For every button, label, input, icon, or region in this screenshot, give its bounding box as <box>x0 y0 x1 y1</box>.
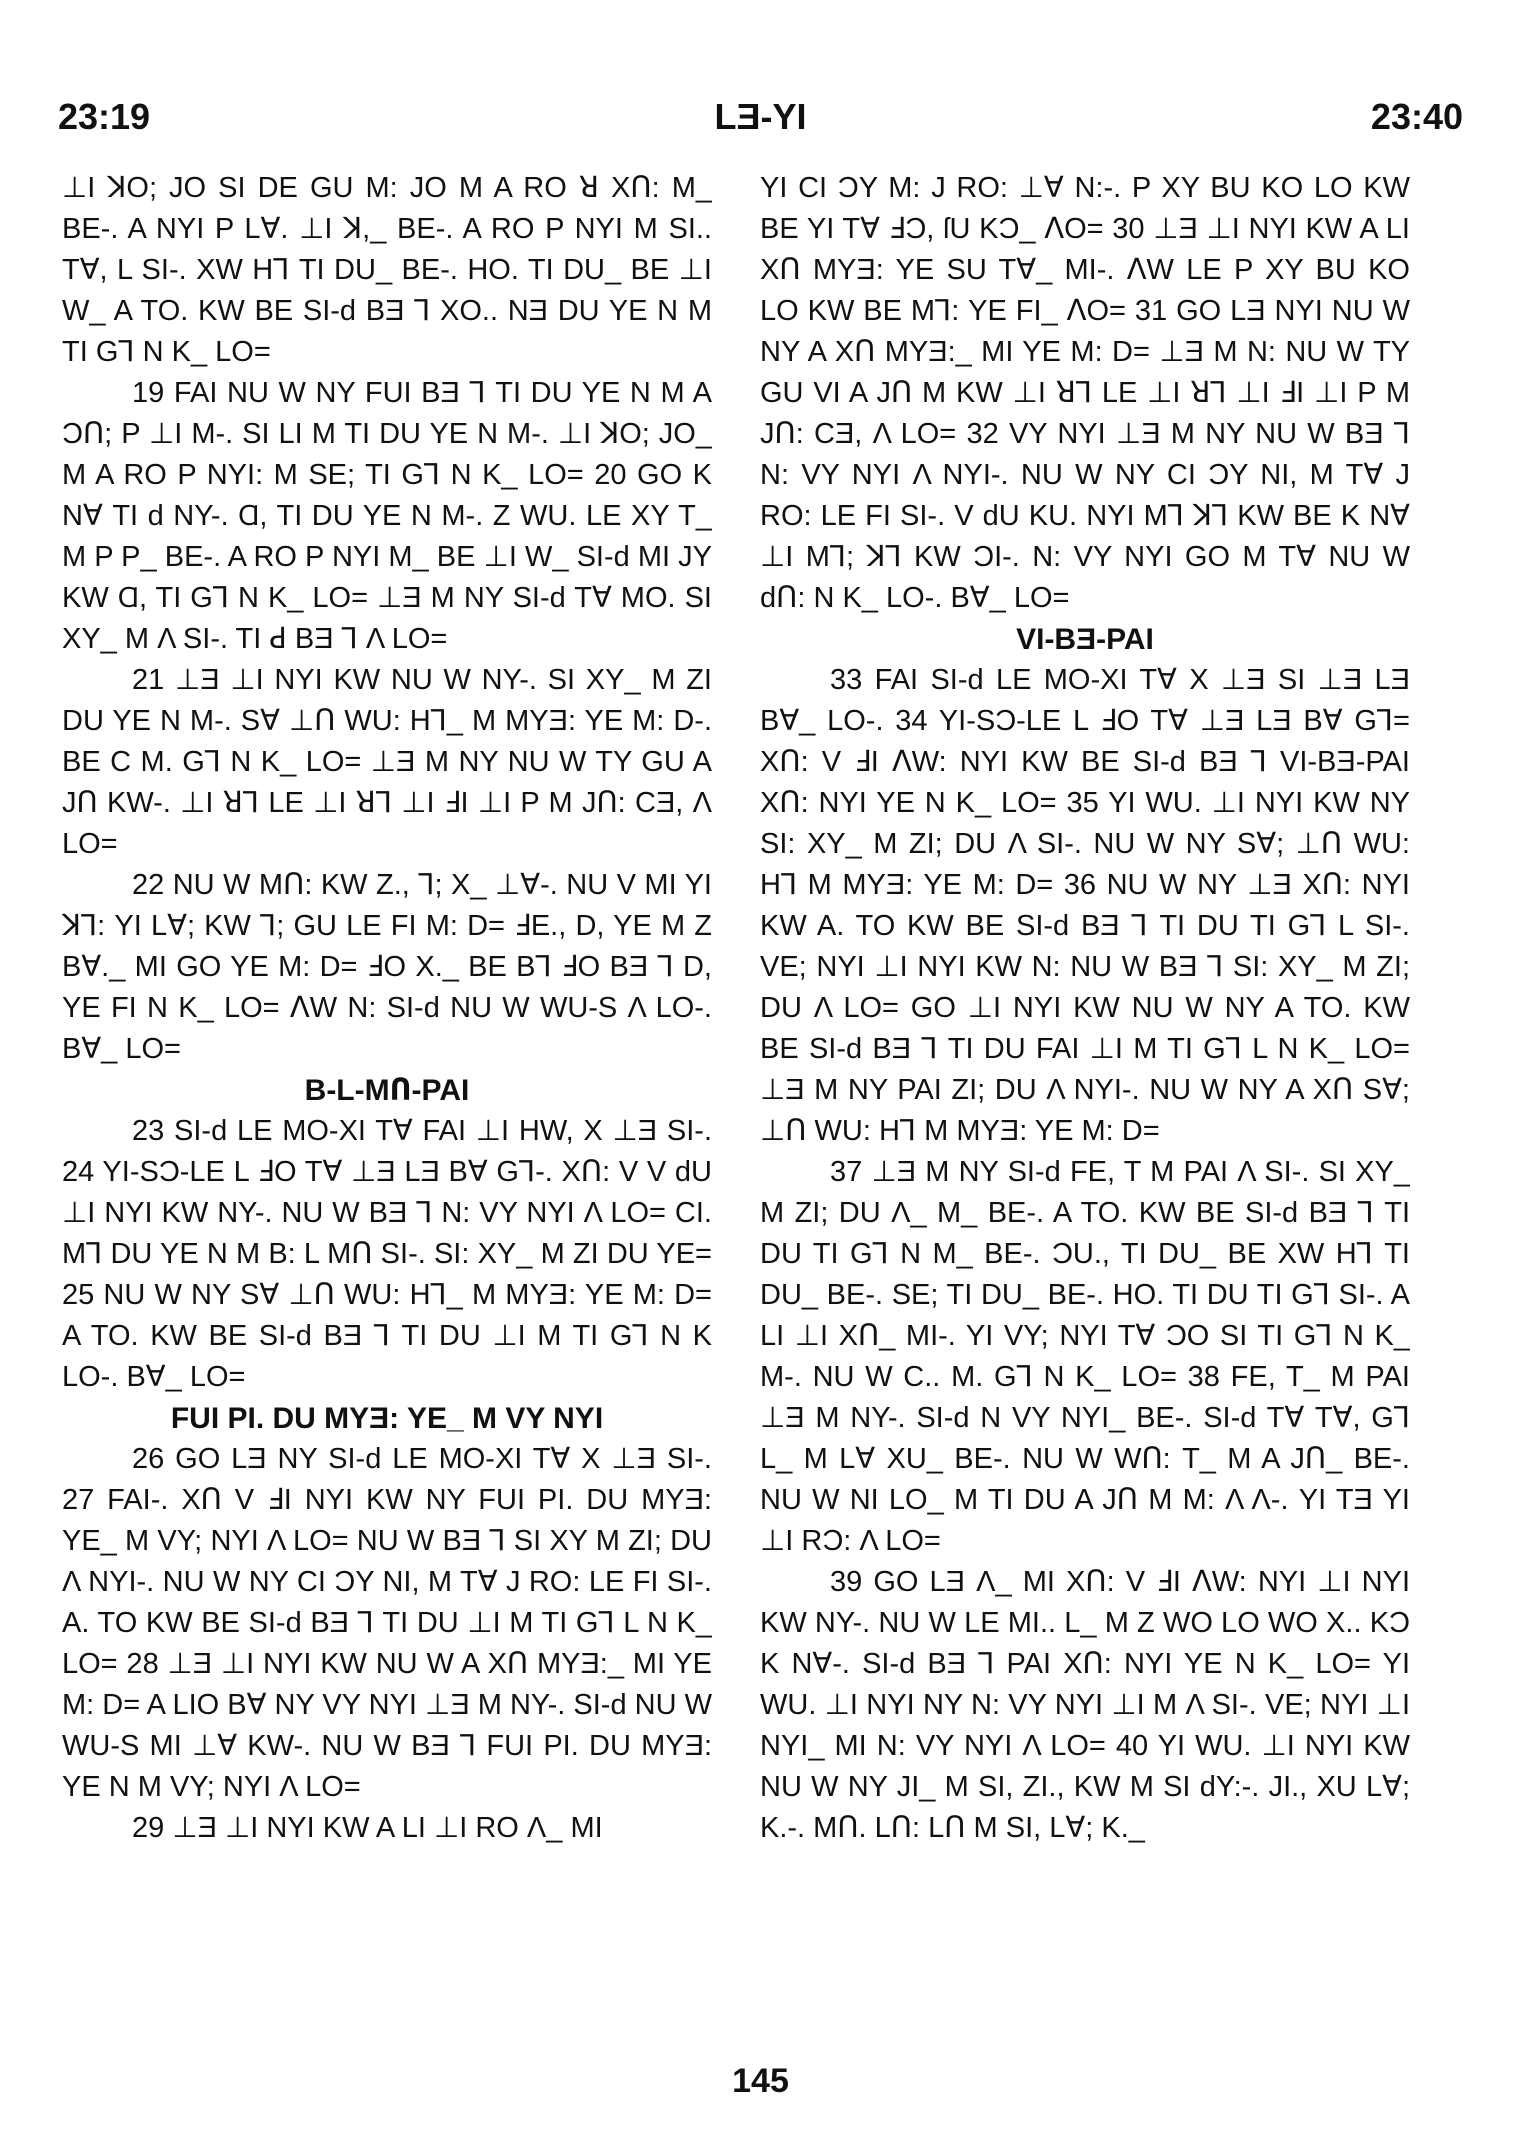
running-header <box>58 96 1463 146</box>
text-paragraph: YI CI ƆY M: J RO: ⊥ꓯ N:-. P XY BU KO LO KW BE YI Tꓯ ꓞƆ, ſU KƆ_ ꓥO= 30 ⊥Ǝ ⊥I NYI KW A LI XՈ MYƎ: YE SU Tꓯ_ MI-. ꓥW LE P XY BU KO LO KW BE Mꓶ: YE FI_ ꓥO= 31 GO LƎ NYI NU W NY A XՈ MYƎ:_ MI YE M: D= ⊥Ǝ M N: NU W TY GU VI A JՈ M KW ⊥I ꓤꓶ LE ⊥I ꓤꓶ ⊥I ꓞI ⊥I P M JՈ: CƎ, Λ LO= 32 VY NYI ⊥Ǝ M NY NU W BƎ ꓶ N: VY NYI Λ NYI-. NU W NY CI ƆY NI, M Tꓯ J RO: LE FI SI-. V dU KU. NYI Mꓶ ꓘꓶ KW BE K Nꓯ ⊥I Mꓶ; ꓘꓶ KW ƆI-. N: VY NYI GO M Tꓯ NU W dՈ: N K_ LO-. Bꓯ_ LO= <box>760 172 1410 614</box>
text-paragraph: ⊥I ꓘO; JO SI DE GU M: JO M A RO ꓤ XՈ: M_ BE-. A NYI P Lꓯ. ⊥I ꓘ,_ BE-. A RO P NYI M SI.. Tꓯ, L SI-. XW Hꓶ TI DU_ BE-. HO. TI DU_ BE ⊥I W_ A TO. KW BE SI-d BƎ ꓶ XO.. NƎ DU YE N M TI Gꓶ N K_ LO= <box>62 172 712 368</box>
text-paragraph: 39 GO LƎ Λ_ MI XՈ: V ꓞI ꓥW: NYI ⊥I NYI KW NY-. NU W LE MI.. L_ M Z WO LO WO X.. KƆ K Nꓯ-. SI-d BƎ ꓶ PAI XՈ: NYI YE N K_ LO= YI WU. ⊥I NYI NY N: VY NYI ⊥I M Λ SI-. VE; NYI ⊥I NYI_ MI N: VY NYI Λ LO= 40 YI WU. ⊥I NYI KW NU W NY JI_ M SI, ZI., KW M SI dY:-. JI., XU Lꓯ; K.-. MՈ. LՈ: LՈ M SI, Lꓯ; K._ <box>760 1566 1410 1844</box>
text-paragraph: 23 SI-d LE MO-XI Tꓯ FAI ⊥I HW, X ⊥Ǝ SI-. 24 YI-SƆ-LE L ꓞO Tꓯ ⊥Ǝ LƎ Bꓯ Gꓶ-. XՈ: V V dU ⊥I NYI KW NY-. NU W BƎ ꓶ N: VY NYI Λ LO= CI. Mꓶ DU YE N M B: L MՈ SI-. SI: XY_ M ZI DU YE= 25 NU W NY Sꓯ ⊥Ո WU: Hꓶ_ M MYƎ: YE M: D= A TO. KW BE SI-d BƎ ꓶ TI DU ⊥I M TI Gꓶ N K LO-. Bꓯ_ LO= <box>62 1115 712 1393</box>
section-heading: FUI PI. DU MYƎ: YE_ M VY NYI <box>170 1402 604 1435</box>
section-heading: B-L-MՈ-PAI <box>304 1074 470 1107</box>
text-paragraph: 37 ⊥Ǝ M NY SI-d FE, T M PAI Λ SI-. SI XY_ M ZI; DU Λ_ M_ BE-. A TO. KW BE SI-d BƎ ꓶ TI DU TI Gꓶ N M_ BE-. ƆU., TI DU_ BE XW Hꓶ TI DU_ BE-. SE; TI DU_ BE-. HO. TI DU TI Gꓶ SI-. A LI ⊥I XՈ_ MI-. YI VY; NYI Tꓯ ƆO SI TI Gꓶ N K_ M-. NU W C.. M. Gꓶ N K_ LO= 38 FE, T_ M PAI ⊥Ǝ M NY-. SI-d N VY NYI_ BE-. SI-d Tꓯ Tꓯ, Gꓶ L_ M Lꓯ XU_ BE-. NU W WՈ: T_ M A JՈ_ BE-. NU W NI LO_ M TI DU A JՈ M M: Λ Λ-. YI TƎ YI ⊥I RƆ: Λ LO= <box>760 1156 1410 1557</box>
text-paragraph: 19 FAI NU W NY FUI BƎ ꓶ TI DU YE N M A ƆՈ; P ⊥I M-. SI LI M TI DU YE N M-. ⊥I ꓘO; JO_ M A RO P NYI: M SE; TI Gꓶ N K_ LO= 20 GO K Nꓯ TI d NY-. Ɑ, TI DU YE N M-. Z WU. LE XY T_ M P P_ BE-. A RO P NYI M_ BE ⊥I W_ SI-d MI JY KW Ɑ, TI Gꓶ N K_ LO= ⊥Ǝ M NY SI-d Tꓯ MO. SI XY_ M Λ SI-. TI ꓒ BƎ ꓶ Λ LO= <box>62 377 712 655</box>
text-paragraph: 26 GO LƎ NY SI-d LE MO-XI Tꓯ X ⊥Ǝ SI-. 27 FAI-. XՈ V ꓞI NYI KW NY FUI PI. DU MYƎ: YE_ M VY; NYI Λ LO= NU W BƎ ꓶ SI XY M ZI; DU Λ NYI-. NU W NY CI ƆY NI, M Tꓯ J RO: LE FI SI-. A. TO KW BE SI-d BƎ ꓶ TI DU ⊥I M TI Gꓶ L N K_ LO= 28 ⊥Ǝ ⊥I NYI KW NU W A XՈ MYƎ:_ MI YE M: D= A LIO Bꓯ NY VY NYI ⊥Ǝ M NY-. SI-d NU W WU-S MI ⊥ꓯ KW-. NU W BƎ ꓶ FUI PI. DU MYƎ: YE N M VY; NYI Λ LO= <box>62 1443 712 1803</box>
page-number: 145 <box>732 2062 789 2100</box>
text-paragraph: 22 NU W MՈ: KW Z., ꓶ; X_ ⊥ꓯ-. NU V MI YI ꓘꓶ: YI Lꓯ; KW ꓶ; GU LE FI M: D= ꓞE., D, YE M Z Bꓯ._ MI GO YE M: D= ꓞO X._ BE Bꓶ ꓞO BƎ ꓶ D, YE FI N K_ LO= ꓥW N: SI-d NU W WU-S Λ LO-. Bꓯ_ LO= <box>62 869 712 1065</box>
left-text-column <box>62 168 712 2028</box>
text-paragraph: 29 ⊥Ǝ ⊥I NYI KW A LI ⊥I RO Λ_ MI <box>132 1812 603 1844</box>
header-left-reference: 23:19 <box>58 96 151 137</box>
header-book-title: LƎ-YI <box>714 96 807 137</box>
right-text-column <box>760 168 1410 2028</box>
text-paragraph: 21 ⊥Ǝ ⊥I NYI KW NU W NY-. SI XY_ M ZI DU YE N M-. Sꓯ ⊥Ո WU: Hꓶ_ M MYƎ: YE M: D-. BE C M. Gꓶ N K_ LO= ⊥Ǝ M NY NU W TY GU A JՈ KW-. ⊥I ꓤꓶ LE ⊥I ꓤꓶ ⊥I ꓞI ⊥I P M JՈ: CƎ, Λ LO= <box>62 664 712 860</box>
section-heading: VI-BƎ-PAI <box>1016 623 1154 656</box>
text-paragraph: 33 FAI SI-d LE MO-XI Tꓯ X ⊥Ǝ SI ⊥Ǝ LƎ Bꓯ_ LO-. 34 YI-SƆ-LE L ꓞO Tꓯ ⊥Ǝ LƎ Bꓯ Gꓶ= XՈ: V ꓞI ꓥW: NYI KW BE SI-d BƎ ꓶ VI-BƎ-PAI XՈ: NYI YE N K_ LO= 35 YI WU. ⊥I NYI KW NY SI: XY_ M ZI; DU Λ SI-. NU W NY Sꓯ; ⊥Ո WU: Hꓶ M MYƎ: YE M: D= 36 NU W NY ⊥Ǝ XՈ: NYI KW A. TO KW BE SI-d BƎ ꓶ TI DU TI Gꓶ L SI-. VE; NYI ⊥I NYI KW N: NU W BƎ ꓶ SI: XY_ M ZI; DU Λ LO= GO ⊥I NYI KW NU W NY A TO. KW BE SI-d BƎ ꓶ TI DU FAI ⊥I M TI Gꓶ L N K_ LO= ⊥Ǝ M NY PAI ZI; DU Λ NYI-. NU W NY A XՈ Sꓯ; ⊥Ո WU: Hꓶ M MYƎ: YE M: D= <box>760 664 1410 1147</box>
header-right-reference: 23:40 <box>1370 96 1463 137</box>
